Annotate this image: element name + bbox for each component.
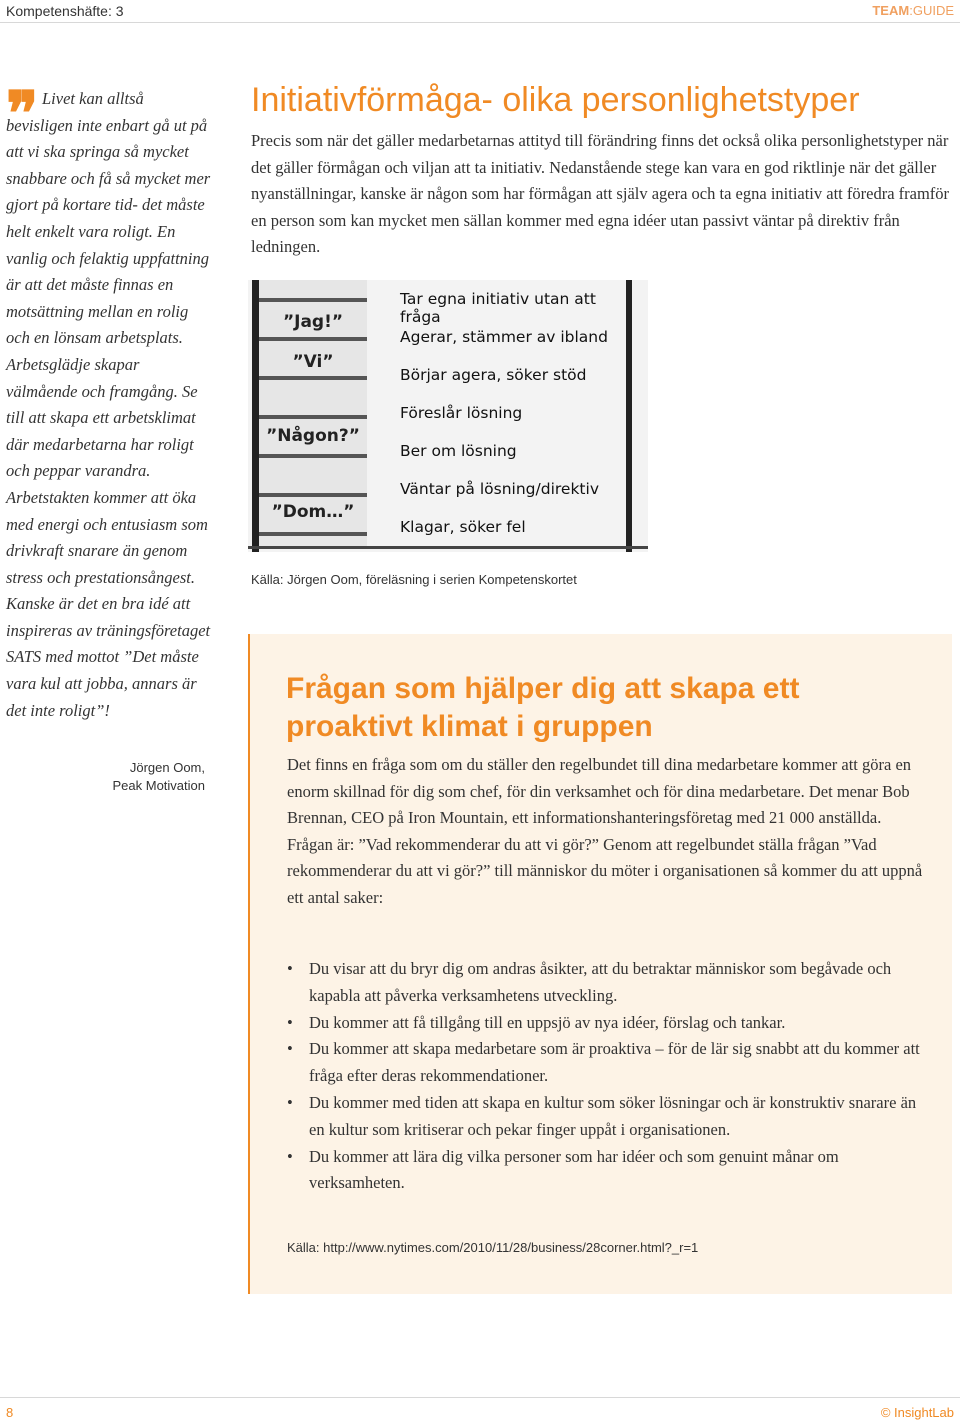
- box-body: Det finns en fråga som om du ställer den regelbundet till dina medarbetare kommer att göra en enorm skillnad för dig som chef, för din verksamhet och för dina medarbetare. Det menar Bob Brennan, CEO på Iron Mountain, ett informationshanteringsföretag med 21 000 anställda. Frågan är: ”Vad rekommenderar du att vi gör?” Genom att regelbundet ställa frågan ”Vad rekommenderar du att vi gör?” till människor du möter i organisationen så kommer du att uppnå ett antal saker:: [287, 755, 923, 907]
- box-source-link[interactable]: Källa: http://www.nytimes.com/2010/11/28/business/28corner.html?_r=1: [287, 1240, 699, 1255]
- ladder-label-jag: ”Jag!”: [282, 312, 344, 332]
- list-item-text: Du visar att du bryr dig om andras åsikter, att du betraktar människor som begåvade och kapabla att påverka verksamhetens utveckling.: [309, 959, 892, 1005]
- list-item: [287, 1090, 927, 1144]
- list-item: [287, 1036, 927, 1090]
- ladder-label-dom: ”Dom…”: [271, 502, 355, 522]
- ladder-label-vi: ”Vi”: [292, 352, 334, 372]
- list-item: [287, 1010, 927, 1037]
- ladder-rung: [259, 337, 367, 341]
- ladder-step: Föreslår lösning: [400, 404, 523, 422]
- list-item-text: Du kommer med tiden att skapa en kultur som söker lösningar och är konstruktiv snarare än en kultur som kritiserar och pekar finger uppåt i organisationen.: [309, 1092, 917, 1139]
- attribution-org: Peak Motivation: [112, 778, 205, 793]
- benefits-list: [287, 956, 927, 1197]
- intro-paragraph: Precis som när det gäller medarbetarnas attityd till förändring finns det också olika personlighetstyper när det gäller förmågan och viljan att ta initiativ. Nedanstående stege kan vara en god riktlinje när det gäller nyanställningar, kanske är någon som har förmågan att själv agera och ta egna initiativ att föredra framför en person som kan mycket men sällan kommer med egna idéer utan passivt väntar på direktiv från ledningen.: [251, 131, 950, 256]
- ladder-rung: [259, 415, 367, 419]
- footer-divider: [0, 1397, 960, 1398]
- figure-bottom-border: [248, 546, 648, 549]
- ladder-step: Börjar agera, söker stöd: [400, 366, 587, 384]
- ladder-rail-left: [252, 280, 259, 552]
- brand-logo-guide: GUIDE: [912, 3, 954, 18]
- ladder-label-nagon: ”Någon?”: [266, 426, 360, 446]
- list-item-text: Du kommer att skapa medarbetare som är proaktiva – för de lär sig snabbt att du kommer att fråga efter deras rekommendationer.: [309, 1039, 920, 1086]
- box-title: Frågan som hjälper dig att skapa ett proaktivt klimat i gruppen: [286, 672, 800, 743]
- page-number: 8: [6, 1405, 14, 1420]
- section-title: Initiativförmåga- olika personlighetstyper: [251, 81, 860, 119]
- header-divider: [0, 22, 960, 23]
- ladder-rung: [259, 376, 367, 380]
- bullet-icon: •: [287, 1092, 293, 1112]
- list-item-text: Du kommer att få tillgång till en uppsjö av nya idéer, förslag och tankar.: [309, 1012, 786, 1032]
- ladder-step: Tar egna initiativ utan att fråga: [400, 290, 596, 326]
- brand-logo-team: TEAM: [872, 3, 910, 18]
- ladder-step: Agerar, stämmer av ibland: [400, 328, 608, 346]
- running-header: Kompetenshäfte: 3: [6, 3, 124, 19]
- ladder-step: Ber om lösning: [400, 442, 517, 460]
- quote-attribution: [6, 759, 205, 795]
- quote-mark-icon: ❞: [6, 81, 39, 147]
- ladder-rung: [259, 493, 367, 497]
- footer-copyright: © InsightLab: [880, 1405, 954, 1420]
- ladder-rung: [259, 532, 367, 536]
- bullet-icon: •: [287, 1039, 293, 1059]
- ladder-rung: [259, 454, 367, 458]
- ladder-step: Klagar, söker fel: [400, 518, 526, 536]
- brand-logo: [872, 3, 954, 18]
- ladder-rung: [259, 298, 367, 302]
- brand-logo-separator: :: [909, 3, 913, 18]
- list-item: [287, 956, 927, 1010]
- initiative-ladder-figure: [248, 280, 648, 552]
- ladder-step: Väntar på lösning/direktiv: [400, 480, 599, 498]
- list-item-text: Du kommer att lära dig vilka personer som har idéer och som genuint månar om verksamheten.: [309, 1146, 839, 1193]
- pull-quote: Livet kan alltså bevisligen inte enbart gå ut på att vi ska springa så mycket snabbare och få så mycket mer gjort på kortare tid- det måste helt enkelt vara roligt. En vanlig och felaktig uppfattning är att det måste finnas en motsättning mellan en rolig och en lönsam arbetsplats. Arbetsglädje skapar välmående och framgång. Se till att skapa ett arbetsklimat där medarbetarna har roligt och peppar varandra. Arbetstakten kommer att öka med energi och entusiasm som drivkraft snarare än genom stress och prestationsångest. Kanske är det en bra idé att inspireras av träningsföretaget SATS med mottot ”Det måste vara kul att jobba, annars är det inte roligt”!: [6, 89, 211, 720]
- figure-caption: Källa: Jörgen Oom, föreläsning i serien Kompetenskortet: [251, 572, 577, 587]
- bullet-icon: •: [287, 959, 293, 978]
- bullet-icon: •: [287, 1146, 293, 1166]
- list-item: [287, 1144, 927, 1198]
- attribution-name: Jörgen Oom,: [129, 760, 205, 775]
- bullet-icon: •: [287, 1012, 293, 1032]
